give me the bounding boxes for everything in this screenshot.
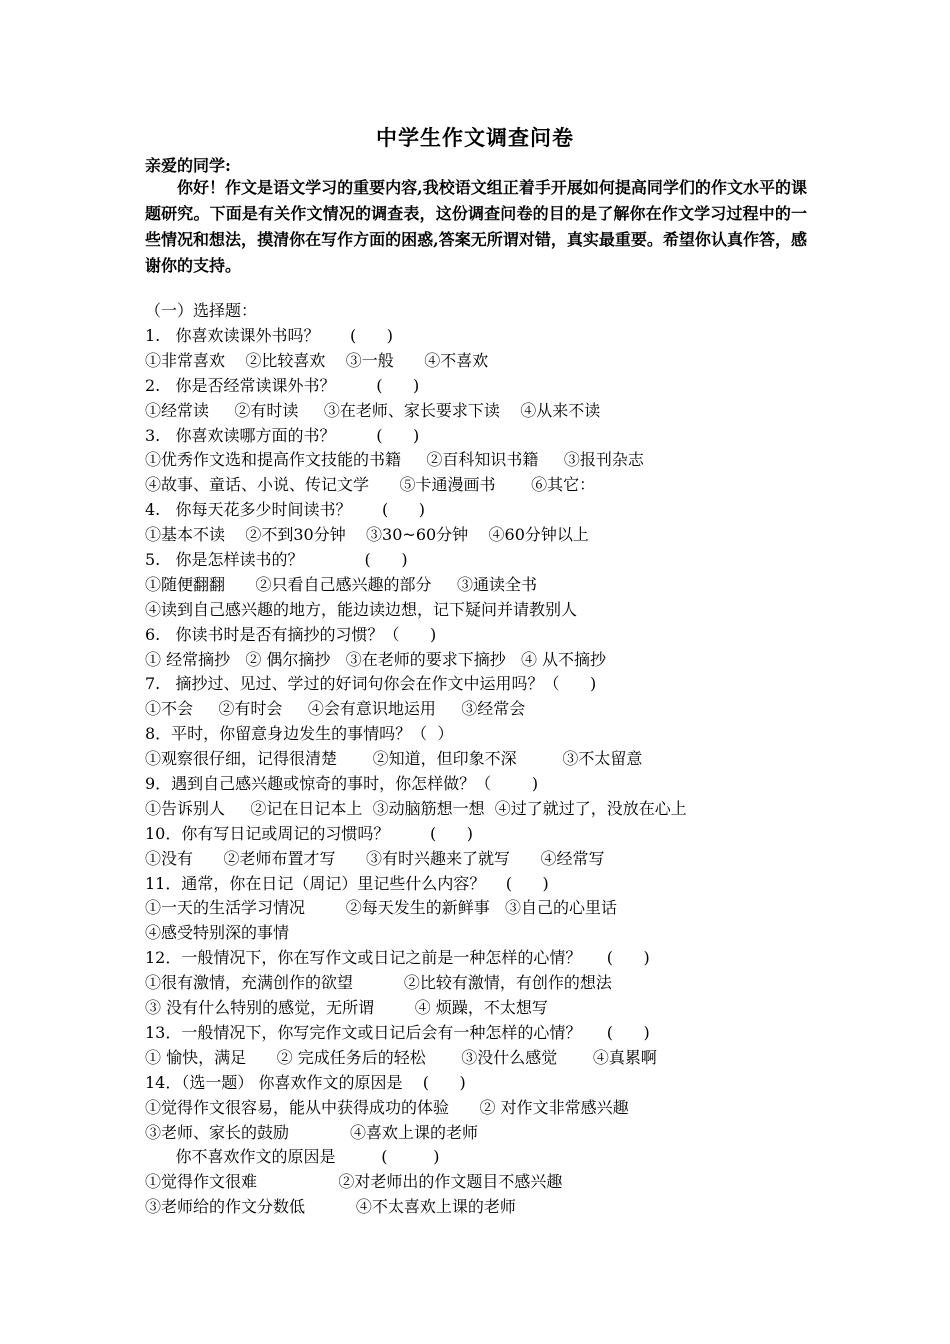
- question-12-options: ③ 没有什么特别的感觉，无所谓 ④ 烦躁，不太想写: [145, 998, 548, 1018]
- question-5: 5. 你是怎样读书的？ ( ): [145, 550, 408, 570]
- page-title: 中学生作文调查问卷: [376, 125, 574, 150]
- question-10-options: ①没有 ②老师布置才写 ③有时兴趣来了就写 ④经常写: [145, 848, 605, 868]
- question-list: [145, 324, 825, 1220]
- question-4: 4. 你每天花多少时间读书？ ( ): [145, 500, 426, 520]
- question-3: 3. 你喜欢读哪方面的书？ ( ): [145, 425, 420, 445]
- question-6-options: ① 经常摘抄 ② 偶尔摘抄 ③在老师的要求下摘抄 ④ 从不摘抄: [145, 649, 607, 669]
- question-13: 13．一般情况下，你写完作文或日记后会有一种怎样的心情？ ( ): [145, 1022, 650, 1042]
- question-12: 12．一般情况下，你在写作文或日记之前是一种怎样的心情？ ( ): [145, 948, 650, 968]
- question-7: 7. 摘抄过、见过、学过的好词句你会在作文中运用吗？（ ): [145, 674, 597, 694]
- question-1-options: ①非常喜欢 ②比较喜欢 ③一般 ④不喜欢: [145, 350, 489, 370]
- question-8: 8．平时，你留意身边发生的事情吗？（ ）: [145, 724, 454, 744]
- question-14-options: ①觉得作文很容易，能从中获得成功的体验 ② 对作文非常感兴趣: [145, 1097, 629, 1117]
- question-14b-options: ③老师给的作文分数低 ④不太喜欢上课的老师: [145, 1197, 516, 1217]
- question-4-options: ①基本不读 ②不到30分钟 ③30~60分钟 ④60分钟以上: [145, 525, 589, 545]
- question-10: 10．你有写日记或周记的习惯吗？ ( ): [145, 823, 474, 843]
- question-9-options: ①告诉别人 ②记在日记本上 ③动脑筋想一想 ④过了就过了，没放在心上: [145, 798, 687, 818]
- question-12-options: ①很有激情，充满创作的欲望 ②比较有激情，有创作的想法: [145, 973, 612, 993]
- question-7-options: ①不会 ②有时会 ④会有意识地运用 ③经常会: [145, 699, 526, 719]
- question-5-options: ④读到自己感兴趣的地方，能边读边想，记下疑问并请教别人: [145, 599, 578, 619]
- question-5-options: ①随便翻翻 ②只看自己感兴趣的部分 ③通读全书: [145, 574, 537, 594]
- question-6: 6. 你读书时是否有摘抄的习惯？（ ): [145, 624, 437, 644]
- question-3-options: ①优秀作文选和提高作文技能的书籍 ②百科知识书籍 ③报刊杂志: [145, 450, 644, 470]
- question-8-options: ①观察很仔细，记得很清楚 ②知道，但印象不深 ③不太留意: [145, 749, 643, 769]
- section-heading: （一）选择题：: [145, 301, 258, 320]
- question-1: 1. 你喜欢读课外书吗？ ( ): [145, 326, 394, 345]
- question-14: 14．（选一题） 你喜欢作文的原因是 ( ): [145, 1072, 466, 1092]
- question-14b-options: ①觉得作文很难 ②对老师出的作文题目不感兴趣: [145, 1172, 563, 1192]
- question-14b: 你不喜欢作文的原因是 ( ): [145, 1147, 440, 1167]
- question-11-options: ①一天的生活学习情况 ②每天发生的新鲜事 ③自己的心里话: [145, 898, 617, 918]
- question-9: 9．遇到自己感兴趣或惊奇的事时，你怎样做？（ ): [145, 774, 539, 794]
- question-11: 11．通常，你在日记（周记）里记些什么内容？ ( ): [145, 873, 549, 893]
- question-14-options: ③老师、家长的鼓励 ④喜欢上课的老师: [145, 1122, 479, 1142]
- question-11-options: ④感受特别深的事情: [145, 923, 290, 943]
- question-2: 2. 你是否经常读课外书？ ( ): [145, 375, 420, 395]
- question-13-options: ① 愉快，满足 ② 完成任务后的轻松 ③没什么感觉 ④真累啊: [145, 1047, 657, 1067]
- question-2-options: ①经常读 ②有时读 ③在老师、家长要求下读 ④从来不读: [145, 400, 601, 420]
- intro-paragraph: 你好！作文是语文学习的重要内容,我校语文组正着手开展如何提高同学们的作文水平的课题研究。下面是有关作文情况的调查表，这份调查问卷的目的是了解你在作文学习过程中的一些情况和想法，摸清你在写作方面的困惑,答案无所谓对错，真实最重要。希望你认真作答，感谢你的支持。: [145, 178, 807, 275]
- salutation: 亲爱的同学:: [145, 156, 231, 175]
- question-3-options: ④故事、童话、小说、传记文学 ⑤卡通漫画书 ⑥其它：: [145, 475, 596, 495]
